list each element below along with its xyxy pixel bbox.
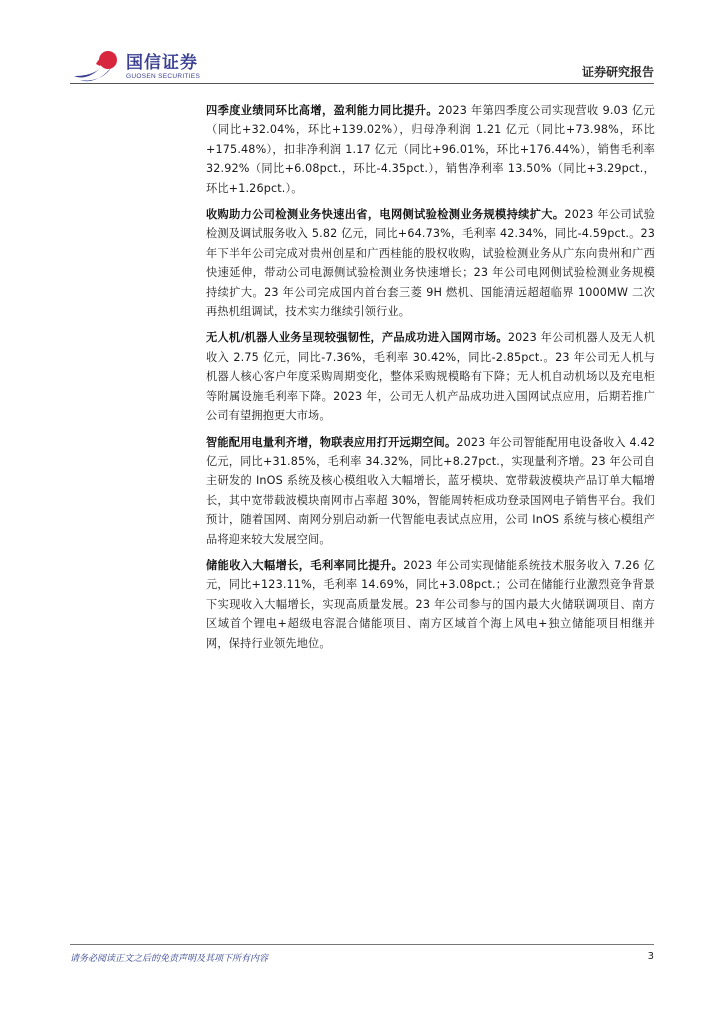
header-divider bbox=[70, 83, 654, 84]
paragraph-text: 2023 年公司试验检测及调试服务收入 5.82 亿元，同比+64.73%，毛利率 42.34%，同比-4.59pct.。23 年下半年公司完成对贵州创星和广西桂能的股权收购，试验检测业务从广东向贵州和广西快速延伸，带动公司电源侧试验检测业务快速增长；23 年公司电网侧试验检测业务规模持续扩大。23 年公司完成国内首台套三菱 9H 燃机、国能清远超超临界 1000MW 二次再热机组调试，技术实力继续引领行业。 bbox=[206, 208, 656, 319]
company-logo bbox=[72, 50, 212, 84]
paragraph-drone-robot bbox=[206, 328, 655, 425]
paragraph-heading: 智能配用电量利齐增，物联表应用打开远期空间。 bbox=[206, 435, 457, 449]
paragraph-heading: 收购助力公司检测业务快速出省，电网侧试验检测业务规模持续扩大。 bbox=[206, 208, 565, 222]
paragraph-text: 2023 年公司机器人及无人机收入 2.75 亿元，同比-7.36%，毛利率 30.42%，同比-2.85pct.。23 年公司无人机与机器人核心客户年度采购周期变化，整体采购规模略有下降；无人机自动机场以及充电柜等附属设施毛利率下降。2023 年，公司无人机产品成功进入国网试点应用，后期若推广公司有望拥抱更大市场。 bbox=[206, 331, 656, 423]
report-type-label: 证券研究报告 bbox=[581, 65, 654, 79]
paragraph-text: 2023 年公司实现储能系统技术服务收入 7.26 亿元，同比+123.11%，毛利率 14.69%，同比+3.08pct.；公司在储能行业激烈竞争背景下实现收入大幅增长，实现高质量发展。23 年公司参与的国内最大火储联调项目、南方区域首个锂电+超级电容混合储能项目、南方区域首个海上风电+独立储能项目相继并网，保持行业领先地位。 bbox=[206, 558, 655, 650]
paragraph-smart-distribution bbox=[206, 433, 655, 549]
paragraph-heading: 四季度业绩同环比高增，盈利能力同比提升。 bbox=[206, 104, 438, 117]
paragraph-testing-business bbox=[206, 205, 655, 321]
paragraph-text: 2023 年第四季度公司实现营收 9.03 亿元（同比+32.04%，环比+139.02%），归母净利润 1.21 亿元（同比+73.98%，环比+175.48%），扣非净利润 1.17 亿元（同比+96.01%，环比+176.44%），销售毛利率 32.92%（同比+6.08pct.，环比-4.35pct.），销售净利率 13.50%（同比+3.29pct.，环比+1.26pct.）。 bbox=[206, 104, 655, 195]
logo-english-name: GUOSEN SECURITIES bbox=[126, 73, 201, 80]
report-body bbox=[206, 101, 655, 660]
guosen-logo-icon bbox=[72, 50, 122, 84]
disclaimer-text: 请务必阅读正文之后的免责声明及其项下所有内容 bbox=[70, 954, 269, 964]
footer-divider bbox=[70, 944, 654, 945]
paragraph-energy-storage bbox=[206, 556, 655, 653]
logo-chinese-name: 国信证券 bbox=[126, 53, 198, 73]
page-number: 3 bbox=[647, 951, 654, 962]
paragraph-q4-performance bbox=[206, 101, 655, 198]
paragraph-heading: 储能收入大幅增长，毛利率同比提升。 bbox=[206, 558, 404, 572]
paragraph-text: 2023 年公司智能配用电设备收入 4.42 亿元，同比+31.85%，毛利率 34.32%，同比+8.27pct.，实现量利齐增。23 年公司自主研发的 InOS 系统及核心模组收入大幅增长，蓝牙模块、宽带载波模块产品订单大幅增长，其中宽带载波模块南网市占率超 30%，智能周转柜成功登录国网电子销售平台。我们预计，随着国网、南网分别启动新一代智能电表试点应用，公司 InOS 系统与核心模组产品将迎来较大发展空间。 bbox=[206, 435, 655, 546]
paragraph-heading: 无人机/机器人业务呈现较强韧性，产品成功进入国网市场。 bbox=[206, 331, 508, 345]
